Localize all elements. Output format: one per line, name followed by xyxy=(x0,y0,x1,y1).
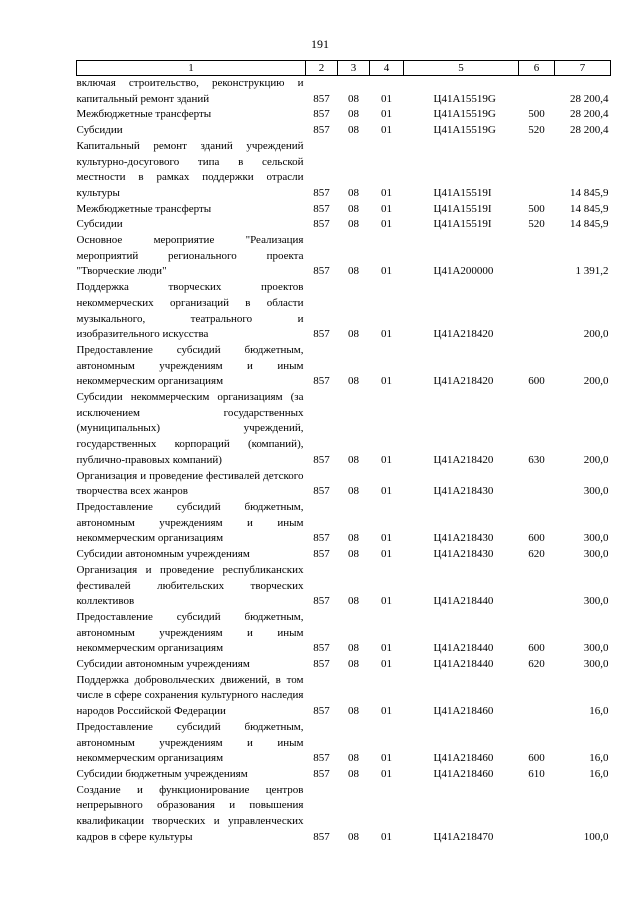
item-name: Субсидии автономным учреждениям xyxy=(76,548,250,561)
header-col-5: 5 xyxy=(404,61,519,76)
table-body xyxy=(77,76,611,846)
target-code: Ц41А15519G xyxy=(433,108,496,121)
item-name: Поддержка творческих проектов некоммерческих организаций в области музыкального, театрального и изобразительного искусства xyxy=(76,281,304,341)
item-name: Предоставление субсидий бюджетным, автономным учреждениям и иным некоммерческим организациям xyxy=(76,720,304,765)
section-code: 08 xyxy=(348,658,359,671)
amount: 16,0 xyxy=(589,752,609,765)
expense-type-code xyxy=(519,139,555,202)
expense-type-code xyxy=(519,233,555,280)
table-row xyxy=(77,280,611,343)
expense-type-code xyxy=(519,76,555,108)
expense-type-code xyxy=(519,563,555,610)
amount: 28 200,4 xyxy=(570,108,609,121)
header-col-2: 2 xyxy=(306,61,338,76)
header-col-6: 6 xyxy=(519,61,555,76)
table-header xyxy=(77,61,611,76)
expense-type-code xyxy=(519,673,555,720)
item-name: Капитальный ремонт зданий учреждений культурно-досугового типа в сельской местности в рамках поддержки отрасли культуры xyxy=(76,139,304,199)
ministry-code: 857 xyxy=(313,595,330,608)
item-name: Основное мероприятие "Реализация мероприятий регионального проекта "Творческие люди" xyxy=(76,234,304,278)
ministry-code: 857 xyxy=(313,375,330,388)
target-code: Ц41А218440 xyxy=(433,595,494,608)
expense-type-code: 620 xyxy=(528,548,545,561)
ministry-code: 857 xyxy=(313,485,330,498)
item-name: Создание и функционирование центров непрерывного образования и повышения квалификации творческих и управленческих кадров в сфере культуры xyxy=(76,783,304,843)
subsection-code: 01 xyxy=(381,124,392,137)
target-code: Ц41А218430 xyxy=(433,485,494,498)
ministry-code: 857 xyxy=(313,532,330,545)
target-code: Ц41А218460 xyxy=(433,752,494,765)
amount: 16,0 xyxy=(589,767,609,780)
expense-type-code xyxy=(519,469,555,500)
amount: 14 845,9 xyxy=(570,186,609,199)
item-name: Организация и проведение фестивалей детского творчества всех жанров xyxy=(76,469,304,498)
item-name: Субсидии xyxy=(76,124,123,137)
subsection-code: 01 xyxy=(381,218,392,231)
amount: 200,0 xyxy=(583,375,609,388)
amount: 300,0 xyxy=(583,485,609,498)
table-row xyxy=(77,217,611,233)
subsection-code: 01 xyxy=(381,642,392,655)
ministry-code: 857 xyxy=(313,658,330,671)
table-row xyxy=(77,500,611,547)
table-row xyxy=(77,139,611,202)
subsection-code: 01 xyxy=(381,108,392,121)
target-code: Ц41А15519I xyxy=(433,202,492,215)
target-code: Ц41А218430 xyxy=(433,548,494,561)
target-code: Ц41А15519G xyxy=(433,92,496,105)
section-code: 08 xyxy=(348,265,359,278)
table-row xyxy=(77,657,611,673)
subsection-code: 01 xyxy=(381,328,392,341)
target-code: Ц41А218460 xyxy=(433,767,494,780)
ministry-code: 857 xyxy=(313,767,330,780)
header-col-3: 3 xyxy=(338,61,370,76)
section-code: 08 xyxy=(348,108,359,121)
subsection-code: 01 xyxy=(381,202,392,215)
table-row xyxy=(77,767,611,783)
expense-type-code: 600 xyxy=(528,752,545,765)
subsection-code: 01 xyxy=(381,265,392,278)
subsection-code: 01 xyxy=(381,767,392,780)
ministry-code: 857 xyxy=(313,265,330,278)
expense-type-code: 600 xyxy=(528,375,545,388)
item-name: Субсидии xyxy=(76,218,123,231)
amount: 300,0 xyxy=(583,595,609,608)
table-row xyxy=(77,469,611,500)
target-code: Ц41А218440 xyxy=(433,658,494,671)
target-code: Ц41А218470 xyxy=(433,830,494,843)
section-code: 08 xyxy=(348,752,359,765)
item-name: включая строительство, реконструкцию и капитальный ремонт зданий xyxy=(76,77,304,105)
table-row xyxy=(77,783,611,846)
table-row xyxy=(77,76,611,108)
amount: 100,0 xyxy=(583,830,609,843)
expense-type-code: 520 xyxy=(528,124,545,137)
ministry-code: 857 xyxy=(313,108,330,121)
subsection-code: 01 xyxy=(381,658,392,671)
expense-type-code: 630 xyxy=(528,453,545,466)
ministry-code: 857 xyxy=(313,642,330,655)
section-code: 08 xyxy=(348,485,359,498)
section-code: 08 xyxy=(348,124,359,137)
section-code: 08 xyxy=(348,453,359,466)
amount: 300,0 xyxy=(583,548,609,561)
subsection-code: 01 xyxy=(381,453,392,466)
subsection-code: 01 xyxy=(381,375,392,388)
amount: 14 845,9 xyxy=(570,218,609,231)
amount: 1 391,2 xyxy=(575,265,609,278)
section-code: 08 xyxy=(348,532,359,545)
ministry-code: 857 xyxy=(313,453,330,466)
item-name: Межбюджетные трансферты xyxy=(76,108,212,121)
header-row xyxy=(77,61,611,76)
ministry-code: 857 xyxy=(313,752,330,765)
amount: 200,0 xyxy=(583,328,609,341)
amount: 200,0 xyxy=(583,453,609,466)
target-code: Ц41А218460 xyxy=(433,705,494,718)
header-col-1: 1 xyxy=(77,61,306,76)
target-code: Ц41А218430 xyxy=(433,532,494,545)
subsection-code: 01 xyxy=(381,92,392,105)
target-code: Ц41А218420 xyxy=(433,375,494,388)
section-code: 08 xyxy=(348,202,359,215)
amount: 16,0 xyxy=(589,705,609,718)
expense-type-code: 520 xyxy=(528,218,545,231)
header-col-7: 7 xyxy=(555,61,611,76)
table-row xyxy=(77,343,611,390)
item-name: Предоставление субсидий бюджетным, автономным учреждениям и иным некоммерческим организациям xyxy=(76,343,304,388)
subsection-code: 01 xyxy=(381,595,392,608)
table-row xyxy=(77,563,611,610)
subsection-code: 01 xyxy=(381,752,392,765)
expense-type-code xyxy=(519,783,555,846)
expense-type-code xyxy=(519,280,555,343)
section-code: 08 xyxy=(348,705,359,718)
target-code: Ц41А15519I xyxy=(433,186,492,199)
item-name: Предоставление субсидий бюджетным, автономным учреждениям и иным некоммерческим организациям xyxy=(76,500,304,545)
section-code: 08 xyxy=(348,595,359,608)
subsection-code: 01 xyxy=(381,548,392,561)
expense-type-code: 620 xyxy=(528,658,545,671)
amount: 28 200,4 xyxy=(570,92,609,105)
table-row xyxy=(77,547,611,563)
target-code: Ц41А218420 xyxy=(433,328,494,341)
table-row xyxy=(77,202,611,218)
amount: 14 845,9 xyxy=(570,202,609,215)
section-code: 08 xyxy=(348,92,359,105)
section-code: 08 xyxy=(348,218,359,231)
item-name: Субсидии автономным учреждениям xyxy=(76,658,250,671)
section-code: 08 xyxy=(348,642,359,655)
ministry-code: 857 xyxy=(313,92,330,105)
amount: 28 200,4 xyxy=(570,124,609,137)
table-row xyxy=(77,123,611,139)
item-name: Предоставление субсидий бюджетным, автономным учреждениям и иным некоммерческим организациям xyxy=(76,610,304,655)
section-code: 08 xyxy=(348,375,359,388)
ministry-code: 857 xyxy=(313,218,330,231)
section-code: 08 xyxy=(348,186,359,199)
subsection-code: 01 xyxy=(381,830,392,843)
ministry-code: 857 xyxy=(313,186,330,199)
target-code: Ц41А218440 xyxy=(433,642,494,655)
header-col-4: 4 xyxy=(370,61,404,76)
subsection-code: 01 xyxy=(381,186,392,199)
section-code: 08 xyxy=(348,830,359,843)
amount: 300,0 xyxy=(583,642,609,655)
item-name: Организация и проведение республиканских фестивалей любительских творческих коллективов xyxy=(76,563,304,608)
section-code: 08 xyxy=(348,767,359,780)
target-code: Ц41А218420 xyxy=(433,453,494,466)
ministry-code: 857 xyxy=(313,328,330,341)
ministry-code: 857 xyxy=(313,124,330,137)
amount: 300,0 xyxy=(583,532,609,545)
ministry-code: 857 xyxy=(313,830,330,843)
expense-type-code: 600 xyxy=(528,642,545,655)
section-code: 08 xyxy=(348,548,359,561)
table-row xyxy=(77,107,611,123)
table-row xyxy=(77,233,611,280)
expense-type-code: 500 xyxy=(528,202,545,215)
ministry-code: 857 xyxy=(313,202,330,215)
expense-type-code: 610 xyxy=(528,767,545,780)
budget-table xyxy=(76,60,611,845)
target-code: Ц41А15519I xyxy=(433,218,492,231)
item-name: Субсидии бюджетным учреждениям xyxy=(76,767,248,780)
target-code: Ц41А15519G xyxy=(433,124,496,137)
expense-type-code: 500 xyxy=(528,108,545,121)
item-name: Субсидии некоммерческим организациям (за исключением государственных (муниципальных) учреждений, государственных корпораций (компаний), публично-правовых компаний) xyxy=(76,391,304,466)
section-code: 08 xyxy=(348,328,359,341)
amount: 300,0 xyxy=(583,658,609,671)
subsection-code: 01 xyxy=(381,485,392,498)
table-row xyxy=(77,673,611,720)
subsection-code: 01 xyxy=(381,532,392,545)
item-name: Поддержка добровольческих движений, в том числе в сфере сохранения культурного наследия народов Российской Федерации xyxy=(76,673,304,718)
item-name: Межбюджетные трансферты xyxy=(76,202,212,215)
table-row xyxy=(77,720,611,767)
table-row xyxy=(77,610,611,657)
page-number: 191 xyxy=(311,37,329,51)
expense-type-code: 600 xyxy=(528,532,545,545)
target-code: Ц41А200000 xyxy=(433,265,494,278)
subsection-code: 01 xyxy=(381,705,392,718)
ministry-code: 857 xyxy=(313,705,330,718)
table-row xyxy=(77,390,611,469)
ministry-code: 857 xyxy=(313,548,330,561)
